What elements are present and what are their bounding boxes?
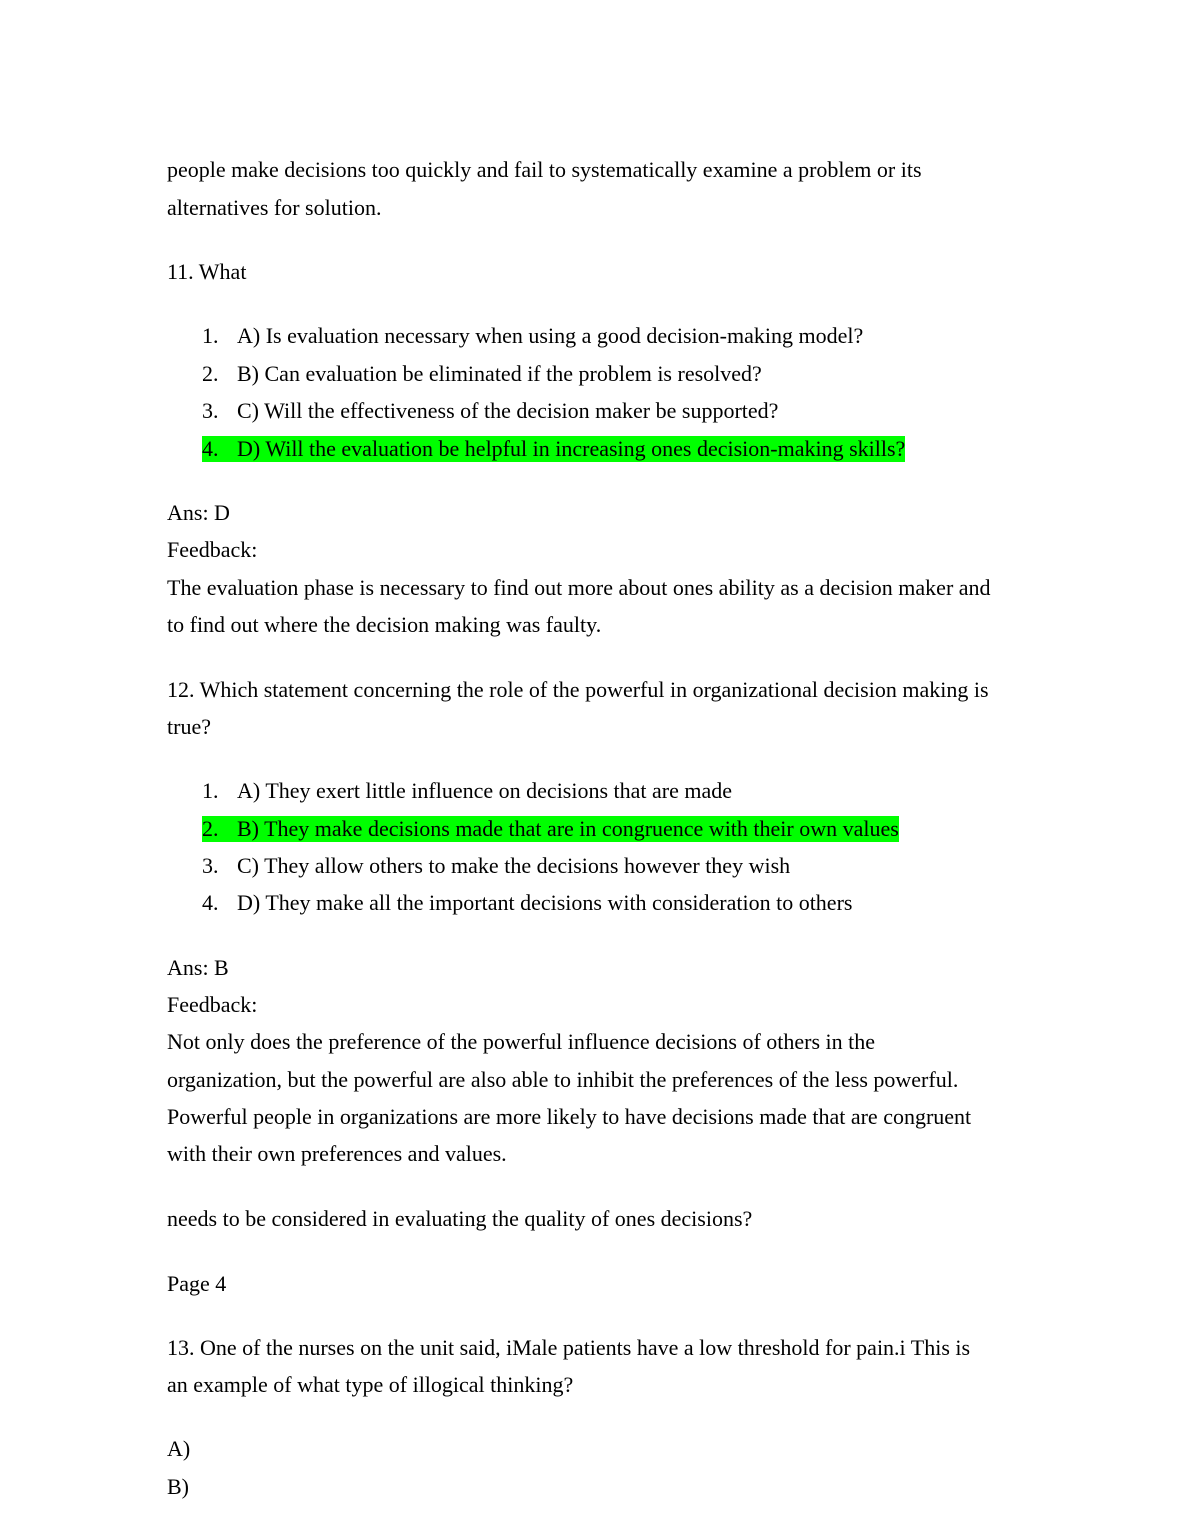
option-number: 4.: [202, 436, 219, 461]
q12-feedback-line-1: Not only does the preference of the powerful influence decisions of others in the: [167, 1029, 876, 1054]
q12-option-d: [202, 890, 852, 916]
option-text: B) They make decisions made that are in congruence with their own values: [237, 816, 899, 841]
q12-feedback-line-2: organization, but the powerful are also able to inhibit the preferences of the less powerful.: [167, 1067, 959, 1092]
option-text: B) Can evaluation be eliminated if the problem is resolved?: [237, 361, 762, 386]
q13-option-a: A): [167, 1436, 191, 1461]
q12-answer: Ans: B: [167, 955, 229, 980]
option-text: C) They allow others to make the decisions however they wish: [237, 853, 791, 878]
option-number: 3.: [202, 398, 219, 423]
q12-feedback-line-3: Powerful people in organizations are more likely to have decisions made that are congruent: [167, 1104, 972, 1129]
intro-line-2: alternatives for solution.: [167, 195, 382, 220]
page-number: Page 4: [167, 1271, 227, 1296]
q11-stem: 11. What: [167, 259, 247, 284]
continuation-text: needs to be considered in evaluating the quality of ones decisions?: [167, 1206, 753, 1231]
q12-stem-line-2: true?: [167, 714, 211, 739]
option-text: D) Will the evaluation be helpful in increasing ones decision-making skills?: [237, 436, 906, 461]
q11-feedback-line-1: The evaluation phase is necessary to find out more about ones ability as a decision maker and: [167, 575, 991, 600]
option-number: 4.: [202, 890, 219, 915]
q11-feedback-line-2: to find out where the decision making was faulty.: [167, 612, 602, 637]
intro-line-1: people make decisions too quickly and fail to systematically examine a problem or its: [167, 157, 922, 182]
option-number: 2.: [202, 361, 219, 386]
q12-stem-line-1: 12. Which statement concerning the role of the powerful in organizational decision making is: [167, 677, 989, 702]
q11-option-d-highlighted: [202, 436, 905, 462]
option-number: 2.: [202, 816, 219, 841]
option-text: A) Is evaluation necessary when using a good decision-making model?: [237, 323, 864, 348]
q12-option-b-highlighted: [202, 816, 899, 842]
q11-option-a: [202, 323, 863, 349]
option-number: 1.: [202, 323, 219, 348]
q11-option-b: [202, 361, 762, 387]
option-text: D) They make all the important decisions with consideration to others: [237, 890, 853, 915]
q11-feedback-label: Feedback:: [167, 537, 258, 562]
option-number: 1.: [202, 778, 219, 803]
q12-feedback-label: Feedback:: [167, 992, 258, 1017]
q11-answer: Ans: D: [167, 500, 230, 525]
q13-stem-line-1: 13. One of the nurses on the unit said, iMale patients have a low threshold for pain.i This is: [167, 1335, 971, 1360]
q12-feedback-line-4: with their own preferences and values.: [167, 1141, 507, 1166]
option-text: A) They exert little influence on decisions that are made: [237, 778, 733, 803]
q11-option-c: [202, 398, 778, 424]
option-number: 3.: [202, 853, 219, 878]
q12-option-c: [202, 853, 790, 879]
option-text: C) Will the effectiveness of the decision maker be supported?: [237, 398, 779, 423]
q13-option-b: B): [167, 1474, 189, 1499]
q12-option-a: [202, 778, 732, 804]
q13-stem-line-2: an example of what type of illogical thinking?: [167, 1372, 574, 1397]
